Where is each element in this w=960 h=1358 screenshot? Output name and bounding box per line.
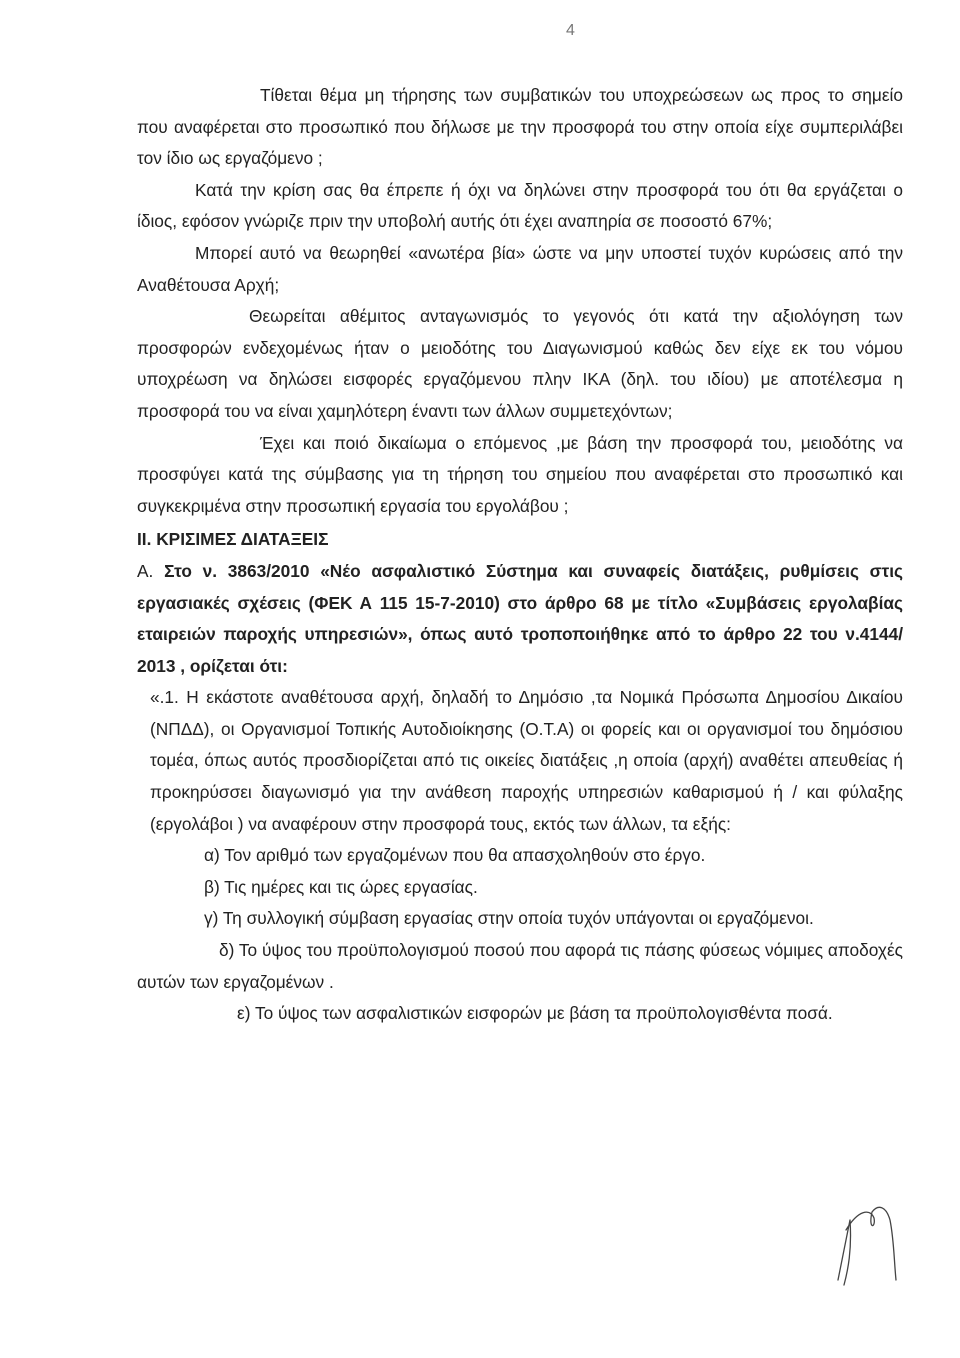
list-item-a: α) Τον αριθμό των εργαζομένων που θα απασχοληθούν στο έργο.: [204, 845, 706, 866]
paragraph-1: Τίθεται θέμα μη τήρησης των συμβατικών του υποχρεώσεων ως προς το σημείο που αναφέρεται στο προσωπικό που δήλωσε με την προσφορά του στην οποία είχε συμπεριλάβει τον ίδιο ως εργαζόμενο ;: [137, 85, 903, 169]
paragraph-3: Μπορεί αυτό να θεωρηθεί «ανωτέρα βία» ώστε να μην υποστεί τυχόν κυρώσεις από την Αναθέτουσα Αρχή;: [137, 242, 903, 295]
signature-icon: [828, 1200, 928, 1290]
section-heading: II. ΚΡΙΣΙΜΕΣ ΔΙΑΤΑΞΕΙΣ: [137, 529, 329, 550]
list-item-e: ε) Το ύψος των ασφαλιστικών εισφορών με βάση τα προϋπολογισθέντα ποσά.: [237, 1003, 833, 1024]
page-number: 4: [566, 22, 575, 39]
document-body: [137, 80, 903, 1030]
list-item-d: δ) Το ύψος του προϋπολογισμού ποσού που αφορά τις πάσης φύσεως νόμιμες αποδοχές αυτών των εργαζομένων .: [137, 940, 903, 992]
list-item-b: β) Τις ημέρες και τις ώρες εργασίας.: [204, 876, 478, 897]
paragraph-5: Έχει και ποιό δικαίωμα ο επόμενος ,με βάση την προσφορά του, μειοδότης να προσφύγει κατά της σύμβασης για τη τήρηση του σημείου που αναφέρεται στο προσωπικό και συγκεκριμένα στην προσωπική εργασία του εργολάβου ;: [137, 432, 903, 516]
quoted-article: «.1. Η εκάστοτε αναθέτουσα αρχή, δηλαδή το Δημόσιο ,τα Νομικά Πρόσωπα Δημοσίου Δικαίου (ΝΠΔΔ), οι Οργανισμοί Τοπικής Αυτοδιοίκησης (Ο.Τ.Α) οι φορείς και οι οργανισμοί του δημόσιου τομέα, όπως αυτός προσδιορίζεται από τις οικείες διατάξεις ,η οποία (αρχή) αναθέτει απευθείας ή προκηρύσσει διαγωνισμό για την ανάθεση παροχής υπηρεσιών καθαρισμού ή / και φύλαξης (εργολάβοι ) να αναφέρουν στην προσφορά τους, εκτός των άλλων, τα εξής:: [150, 687, 903, 834]
section-intro-prefix: Α.: [137, 560, 165, 581]
paragraph-2: Κατά την κρίση σας θα έπρεπε ή όχι να δηλώνει στην προσφορά του ότι θα εργάζεται ο ίδιος, εφόσον γνώριζε πριν την υποβολή αυτής ότι έχει αναπηρία σε ποσοστό 67%;: [137, 179, 903, 232]
paragraph-4: Θεωρείται αθέμιτος ανταγωνισμός το γεγονός ότι κατά την αξιολόγηση των προσφορών ενδεχομένως ήταν ο μειοδότης του Διαγωνισμού καθώς δεν είχε εκ του νόμου υποχρέωση να δηλώσει εισφορές εργαζόμενου πλην ΙΚΑ (δηλ. του ιδίου) με αποτέλεσμα η προσφορά του να είναι χαμηλότερη έναντι των άλλων συμμετεχόντων;: [137, 306, 903, 421]
list-item-c: γ) Τη συλλογική σύμβαση εργασίας στην οποία τυχόν υπάγονται οι εργαζόμενοι.: [204, 908, 814, 929]
section-intro-law: Στο ν. 3863/2010 «Νέο ασφαλιστικό Σύστημα και συναφείς διατάξεις, ρυθμίσεις στις εργασιακές σχέσεις (ΦΕΚ Α 115 15-7-2010) στο άρθρο 68 με τίτλο «Συμβάσεις εργολαβίας εταιρειών παροχής υπηρεσιών», όπως αυτό τροποποιήθηκε από το άρθρο 22 του ν.4144/ 2013 , ορίζεται ότι:: [137, 560, 903, 676]
section-intro: [137, 556, 903, 682]
